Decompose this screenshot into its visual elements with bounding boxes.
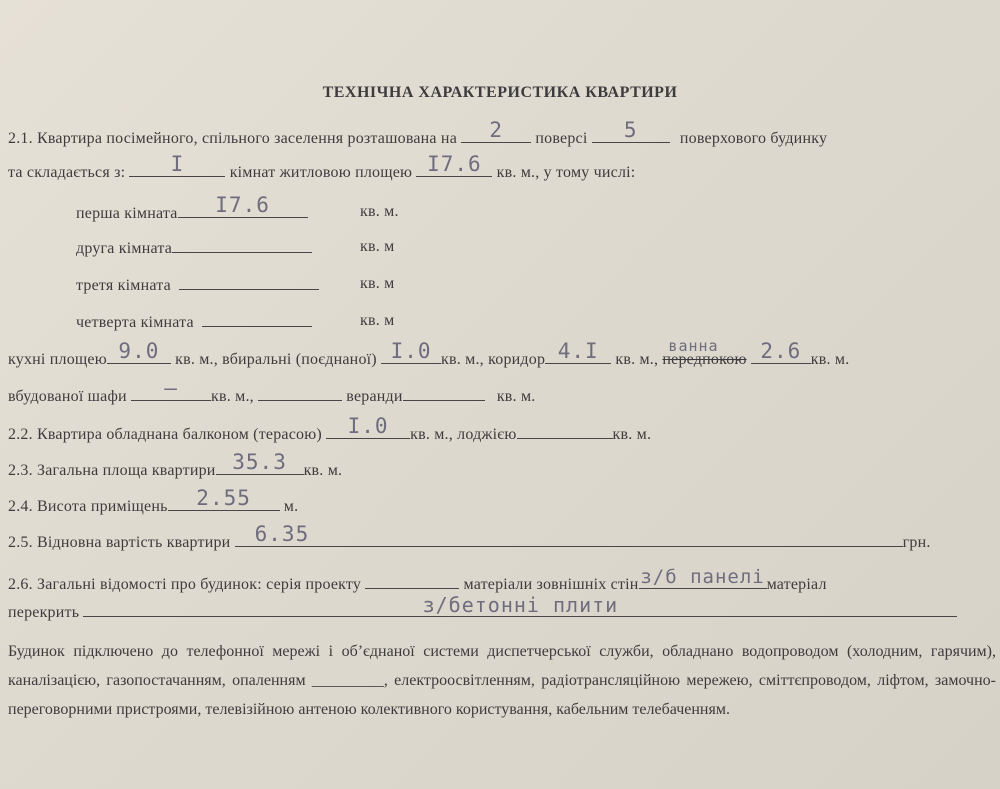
section-2-3 [8, 450, 343, 480]
room-field [202, 312, 312, 327]
cost-value: 6.35 [254, 522, 310, 546]
floor-field [461, 118, 531, 143]
wc-field [381, 339, 441, 364]
label-floors: перекрить [8, 604, 80, 621]
hall-value: 2.6 [760, 339, 802, 363]
room-field [178, 193, 308, 218]
label-corridor: кв. м., коридор [441, 351, 546, 368]
document-title: ТЕХНІЧНА ХАРАКТЕРИСТИКА КВАРТИРИ [322, 84, 678, 101]
room-row-1 [76, 193, 399, 223]
wc-value: I.0 [390, 339, 432, 363]
kitchen-value: 9.0 [118, 339, 160, 363]
floors-total-value: 5 [623, 118, 638, 142]
rooms-field [129, 152, 225, 177]
room-field [172, 238, 312, 253]
total-area-value: 35.3 [232, 450, 287, 474]
label-height: 2.4. Висота приміщень [8, 498, 168, 515]
areas-line1 [8, 337, 850, 369]
label-material: матеріал [766, 576, 827, 593]
label-project-series: 2.6. Загальні відомості про будинок: серія проекту [8, 576, 362, 593]
room-unit: кв. м. [360, 203, 399, 220]
label-cost: 2.5. Відновна вартість квартири [8, 534, 231, 551]
section-2-6-line2 [8, 593, 957, 622]
corridor-value: 4.I [557, 339, 599, 363]
label-hall: передпокою [662, 351, 747, 368]
label-unit: кв. м. [810, 351, 850, 368]
living-area-field [416, 152, 492, 177]
section-2-2 [8, 414, 652, 444]
wardrobe-value: – [164, 376, 178, 400]
floors-value: з/бетонні плити [422, 593, 619, 617]
label-wardrobe: вбудованої шафи [8, 388, 127, 405]
section-2-5 [8, 522, 931, 552]
room-row-3 [76, 275, 395, 295]
label-including: кв. м., у тому числі: [496, 164, 636, 181]
label-floor-intro: 2.1. Квартира посімейного, спільного заселення розташована на [8, 130, 457, 147]
room-label: друга кімната [76, 240, 173, 257]
label-unit: кв. м. [612, 426, 652, 443]
room-label: четверта кімната [76, 314, 194, 331]
hall-field [751, 339, 811, 364]
room-unit: кв. м [360, 238, 395, 255]
wardrobe-field [131, 376, 211, 401]
building-description: Будинок підключено до телефонної мережі і об’єднаної системи диспетчерської служби, обладнано водопроводом (холодним, гарячим), каналізацією, газопостачанням, опаленням _________, електроосвітленням, радіотрансляційною мережею, сміттєпроводом, ліфтом, замочно-переговорними пристроями, телевізійною антеною колективного користування, кабельним телебаченням. [8, 643, 996, 718]
rooms-value: I [170, 152, 185, 176]
walls-value: з/б панелі [640, 566, 765, 588]
section-2-1-line1 [8, 118, 828, 148]
section-2-6-line1 [8, 566, 827, 594]
label-building: поверхового будинку [679, 130, 828, 147]
kitchen-field [107, 339, 171, 364]
project-series-field [365, 574, 459, 589]
label-floor: поверсі [535, 130, 588, 147]
cost-field [235, 522, 903, 547]
room-value: I7.6 [215, 193, 270, 217]
room-label: третя кімната [76, 277, 171, 294]
label-living-area: кімнат житловою площею [229, 164, 413, 181]
label-kitchen: кухні площею [8, 351, 107, 368]
hall-label-wrap [662, 337, 750, 368]
floor-value: 2 [489, 118, 504, 142]
veranda-field [403, 386, 485, 401]
label-total-area: 2.3. Загальна площа квартири [8, 462, 216, 479]
total-area-field [216, 450, 304, 475]
label-unit: кв. м. [303, 462, 343, 479]
room-unit: кв. м [360, 275, 395, 292]
height-value: 2.55 [196, 486, 251, 510]
room-field [179, 275, 319, 290]
floors-total-field [592, 118, 670, 143]
label-currency: грн. [902, 534, 931, 551]
loggia-field [517, 424, 613, 439]
areas-line2 [8, 376, 536, 406]
height-field [168, 486, 280, 511]
room-row-2 [76, 238, 395, 258]
label-unit: м. [283, 498, 299, 515]
label-walls: матеріали зовнішніх стін [463, 576, 639, 593]
corridor-field [545, 339, 611, 364]
label-loggia: кв. м., лоджією [410, 426, 517, 443]
label-unit: кв. м., [211, 388, 254, 405]
label-consists: та складається з: [8, 164, 126, 181]
balcony-field [326, 414, 410, 439]
hall-overwrite-value: ванна [668, 337, 719, 355]
room-unit: кв. м [360, 312, 395, 329]
blank-field [258, 386, 342, 401]
room-label: перша кімната [76, 205, 178, 222]
section-2-4 [8, 486, 299, 516]
room-row-4 [76, 312, 395, 332]
label-unit: кв. м., [615, 351, 659, 368]
label-balcony: 2.2. Квартира обладнана балконом (терасою) [8, 426, 322, 443]
living-area-value: I7.6 [427, 152, 482, 176]
walls-field [639, 566, 767, 589]
section-2-1-line2 [8, 152, 636, 182]
balcony-value: I.0 [347, 414, 389, 438]
floors-field [83, 593, 957, 617]
label-wc: кв. м., вбиральні (поєднаної) [175, 351, 377, 368]
label-unit: кв. м. [496, 388, 536, 405]
label-veranda: веранди [346, 388, 403, 405]
